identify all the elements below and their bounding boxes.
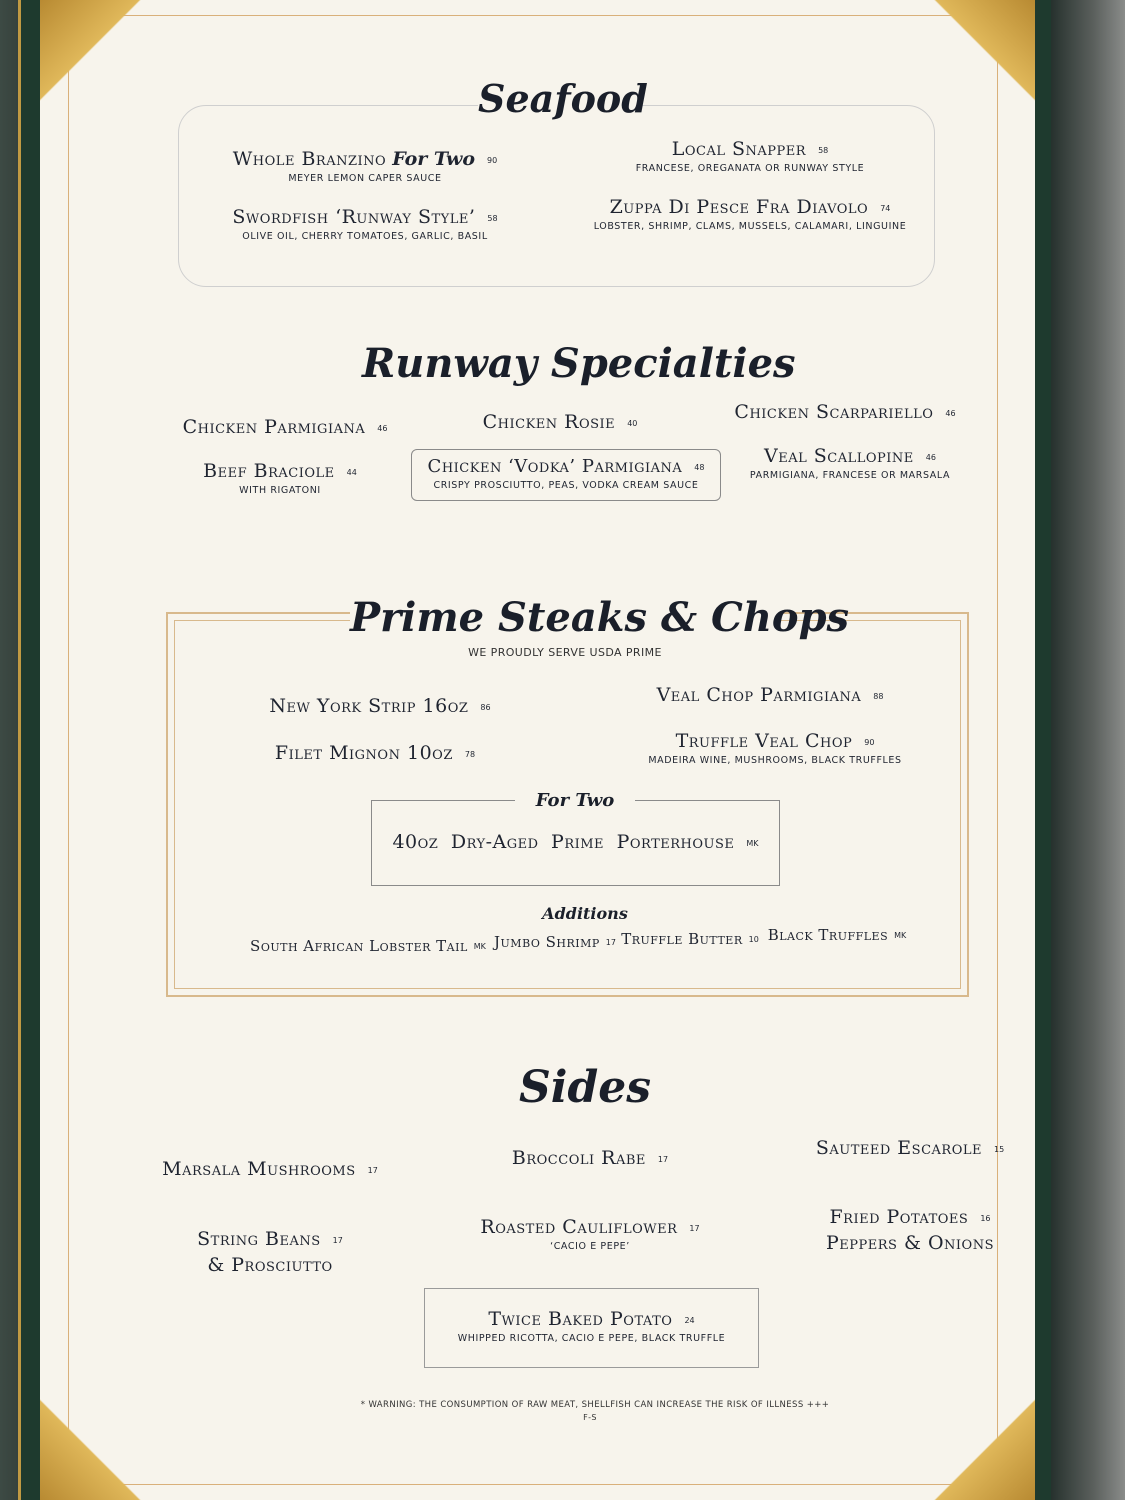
seafood-title: Seafood	[478, 76, 648, 121]
for-two-title: For Two	[535, 790, 615, 811]
menu-item-veal-chop-parmigiana: Veal Chop Parmigiana 88	[656, 684, 884, 706]
raw-food-warning: * WARNING: THE CONSUMPTION OF RAW MEAT, SHELLFISH CAN INCREASE THE RISK OF ILLNESS +++	[360, 1400, 830, 1410]
gold-corner-top-right	[925, 0, 1035, 110]
steaks-subtitle: WE PROUDLY SERVE USDA PRIME	[468, 646, 662, 659]
steaks-title: Prime Steaks & Chops	[350, 594, 850, 641]
addition-black-truffles: Black Truffles MK	[767, 926, 907, 944]
additions-title: Additions	[542, 904, 628, 923]
addition-jumbo-shrimp: Jumbo Shrimp 17	[494, 933, 616, 951]
menu-item-new-york-strip: New York Strip 16oz 86	[269, 695, 491, 717]
menu-code: F-S	[583, 1413, 597, 1422]
side-roasted-cauliflower: Roasted Cauliflower 17 ‘CACIO E PEPE’	[480, 1216, 700, 1252]
side-sauteed-escarole: Sauteed Escarole 15	[815, 1137, 1005, 1159]
specialties-title: Runway Specialties	[362, 340, 796, 387]
menu-item-truffle-veal-chop: Truffle Veal Chop 90 MADEIRA WINE, MUSHROOMS, BLACK TRUFFLES	[648, 730, 902, 766]
side-fried-potatoes: Fried Potatoes 16 Peppers & Onions	[826, 1206, 994, 1254]
menu-item-chicken-vodka-parmigiana: Chicken ‘Vodka’ Parmigiana 48 CRISPY PROSCIUTTO, PEAS, VODKA CREAM SAUCE	[427, 456, 705, 491]
menu-item-whole-branzino: Whole Branzino For Two 90 MEYER LEMON CAPER SAUCE	[232, 148, 498, 184]
menu-item-porterhouse: 40oz Dry-Aged Prime Porterhouse MK	[392, 831, 759, 853]
menu-item-beef-braciole: Beef Braciole 44 WITH RIGATONI	[203, 460, 357, 496]
side-broccoli-rabe: Broccoli Rabe 17	[511, 1147, 669, 1169]
menu-item-filet-mignon: Filet Mignon 10oz 78	[274, 742, 476, 764]
side-string-beans: String Beans 17 & Prosciutto	[197, 1228, 343, 1276]
addition-truffle-butter: Truffle Butter 10	[621, 930, 759, 948]
gold-corner-bottom-right	[925, 1390, 1035, 1500]
side-marsala-mushrooms: Marsala Mushrooms 17	[162, 1158, 378, 1180]
menu-item-chicken-parmigiana: Chicken Parmigiana 46	[182, 416, 388, 438]
menu-item-chicken-scarpariello: Chicken Scarpariello 46	[734, 401, 956, 423]
menu-item-swordfish: Swordfish ‘Runway Style’ 58 OLIVE OIL, CHERRY TOMATOES, GARLIC, BASIL	[232, 206, 498, 242]
sides-title: Sides	[518, 1062, 652, 1113]
menu-item-zuppa-di-pesce: Zuppa Di Pesce Fra Diavolo 74 LOBSTER, SHRIMP, CLAMS, MUSSELS, CALAMARI, LINGUINE	[593, 196, 907, 232]
addition-lobster-tail: South African Lobster Tail MK	[250, 937, 486, 955]
menu-item-veal-scallopine: Veal Scallopine 46 PARMIGIANA, FRANCESE OR MARSALA	[749, 445, 951, 481]
gold-corner-bottom-left	[40, 1390, 150, 1500]
menu-item-chicken-rosie: Chicken Rosie 40	[482, 411, 638, 433]
side-twice-baked-potato: Twice Baked Potato 24 WHIPPED RICOTTA, CACIO E PEPE, BLACK TRUFFLE	[457, 1308, 726, 1344]
menu-item-local-snapper: Local Snapper 58 FRANCESE, OREGANATA OR RUNWAY STYLE	[635, 138, 865, 174]
gold-corner-top-left	[40, 0, 150, 110]
table-background-right	[1045, 0, 1125, 1500]
